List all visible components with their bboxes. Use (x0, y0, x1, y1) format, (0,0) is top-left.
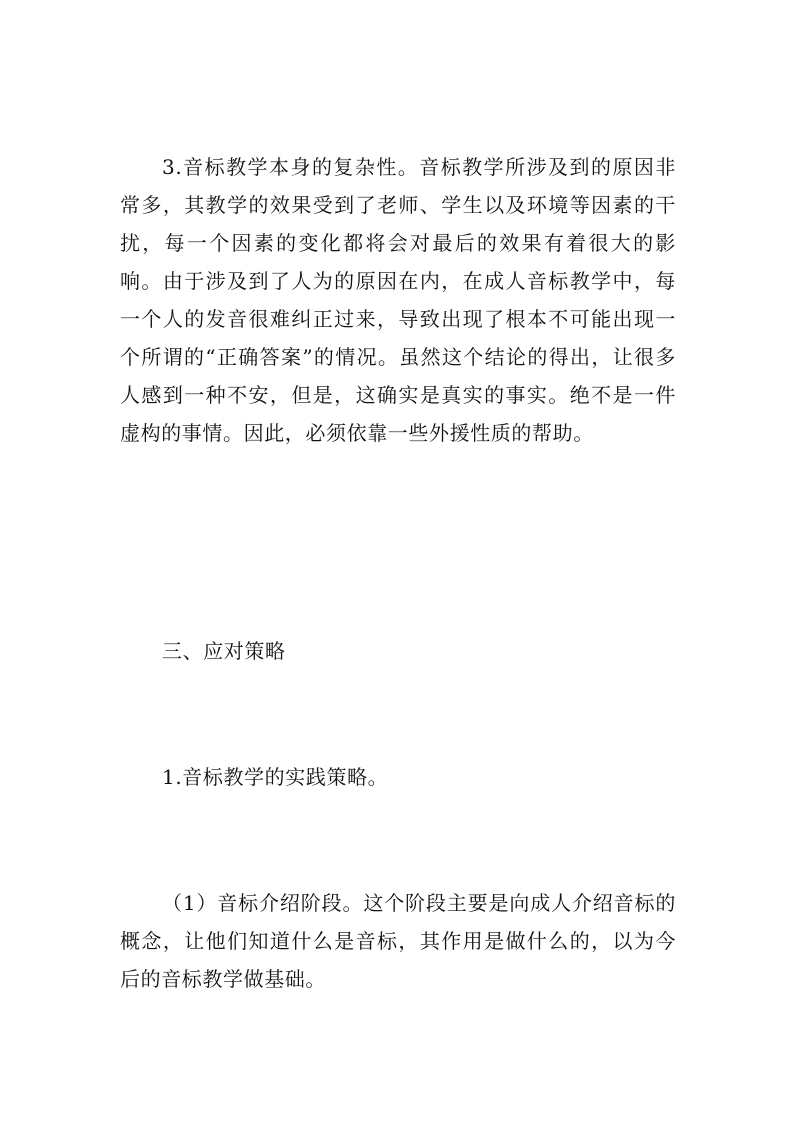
paragraph-introduction-stage: （1）音标介绍阶段。这个阶段主要是向成人介绍音标的概念，让他们知道什么是音标，其作用是做什么的，以为今后的音标教学做基础。 (120, 891, 676, 991)
subsection-heading-practice: 1.音标教学的实践策略。 (162, 765, 389, 789)
section-heading-strategies: 三、应对策略 (162, 639, 286, 663)
paragraph-complexity: 3.音标教学本身的复杂性。音标教学所涉及到的原因非常多，其教学的效果受到了老师、学生以及环境等因素的干扰，每一个因素的变化都将会对最后的效果有着很大的影响。由于涉及到了人为的原因在内，在成人音标教学中，每一个人的发音很难纠正过来，导致出现了根本不可能出现一个所谓的“正确答案”的情况。虽然这个结论的得出，让很多人感到一种不安，但是，这确实是真实的事实。绝不是一件虚构的事情。因此，必须依靠一些外援性质的帮助。 (120, 155, 676, 445)
